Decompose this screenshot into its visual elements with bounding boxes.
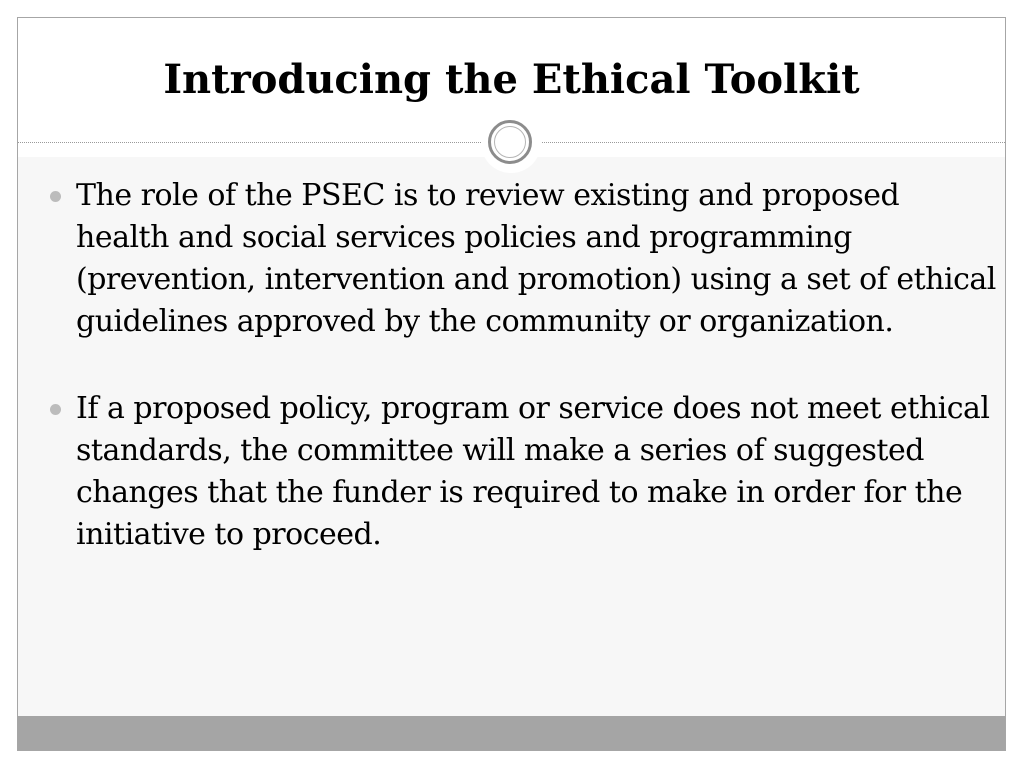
- footer-bar: [18, 716, 1005, 751]
- bullet-dot-icon: [50, 404, 61, 415]
- bullet-dot-icon: [50, 191, 61, 202]
- bullet-item: [76, 175, 996, 343]
- bullet-text: If a proposed policy, program or service does not meet ethical standards, the committee will make a series of suggested changes that the funder is required to make in order for the initiative to proceed.: [76, 391, 990, 552]
- bullet-list: [76, 175, 996, 601]
- bullet-item: [76, 388, 996, 556]
- slide-title: Introducing the Ethical Toolkit: [163, 56, 860, 103]
- ring-inner-icon: [494, 126, 526, 158]
- bullet-text: The role of the PSEC is to review existing and proposed health and social services policies and programming (prevention, intervention and promotion) using a set of ethical guidelines approved by the community or organization.: [76, 178, 996, 339]
- slide: [17, 17, 1006, 751]
